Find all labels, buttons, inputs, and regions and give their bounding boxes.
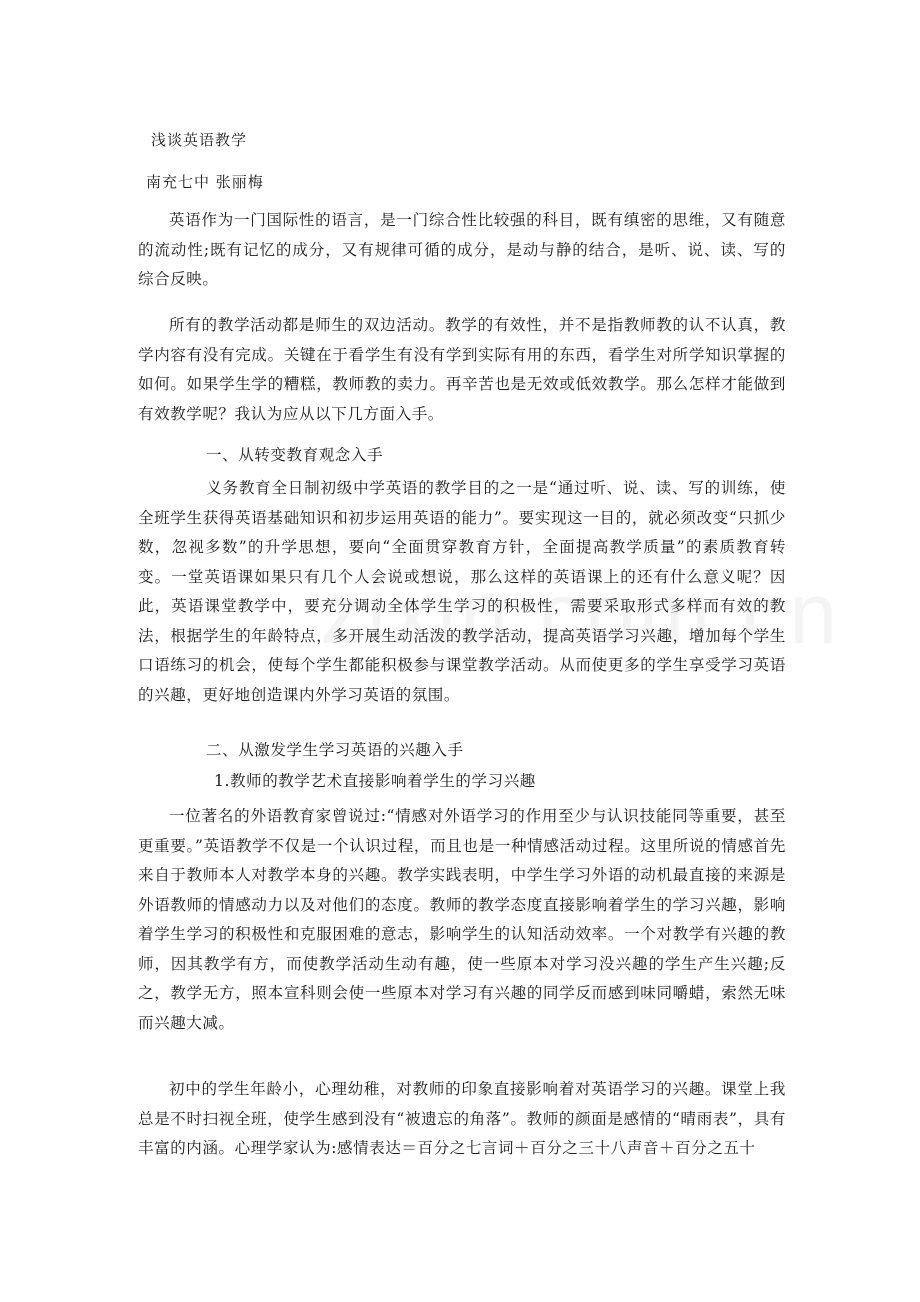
subsection-heading-1: 1.教师的教学艺术直接影响着学生的学习兴趣 [214,772,536,790]
paragraph-section-1: 义务教育全日制初级中学英语的教学目的之一是“通过听、说、读、写的训练，使全班学生获得英语基础知识和初步运用英语的能力”。要实现这一目的，就必须改变“只抓少数，忽视多数”的升学思想，要向“全面贯穿教育方针，全面提高教学质量”的素质教育转变。一堂英语课如果只有几个人会说或想说，那么这样的英语课上的还有什么意义呢？因此，英语课堂教学中，要充分调动全体学生学习的积极性，需要采取形式多样而有效的教法，根据学生的年龄特点，多开展生动活泼的教学活动，提高英语学习兴趣，增加每个学生口语练习的机会，使每个学生都能积极参与课堂教学活动。从而使更多的学生享受学习英语的兴趣，更好地创造课内外学习英语的氛围。 [138,479,786,704]
paragraph-section-2-b: 初中的学生年龄小，心理幼稚，对教师的印象直接影响着对英语学习的兴趣。课堂上我总是不时扫视全班，使学生感到没有“被遗忘的角落”。教师的颜面是感情的“晴雨表”，具有丰富的内涵。心理学家认为:感情表达＝百分之七言词＋百分之三十八声音＋百分之五十 [138,1080,786,1157]
paragraph-effective-teaching: 所有的教学活动都是师生的双边活动。教学的有效性，并不是指教师教的认不认真，教学内容有没有完成。关键在于看学生有没有学到实际有用的东西，看学生对所学知识掌握的如何。如果学生学的糟糕，教师教的卖力。再辛苦也是无效或低效教学。那么怎样才能做到有效教学呢？我认为应从以下几方面入手。 [138,316,786,423]
document-author: 南充七中 张丽梅 [146,173,264,191]
paragraph-intro: 英语作为一门国际性的语言，是一门综合性比较强的科目，既有缜密的思维，又有随意的流动性;既有记忆的成分，又有规律可循的成分，是动与静的结合，是听、说、读、写的综合反映。 [138,211,786,288]
section-heading-2: 二、从激发学生学习英语的兴趣入手 [206,741,464,759]
document-title: 浅谈英语教学 [151,131,248,149]
section-heading-1: 一、从转变教育观念入手 [206,446,384,464]
paragraph-section-2-a: 一位著名的外语教育家曾说过:“情感对外语学习的作用至少与认识技能同等重要，甚至更重要。”英语教学不仅是一个认识过程，而且也是一种情感活动过程。这里所说的情感首先来自于教师本人对教学本身的兴趣。教学实践表明，中学生学习外语的动机最直接的来源是外语教师的情感动力以及对他们的态度。教师的教学态度直接影响着学生的学习兴趣，影响着学生学习的积极性和克服困难的意志，影响学生的认知活动效率。一个对教学有兴趣的教师，因其教学有方，而使教学活动生动有趣，使一些原本对学习没兴趣的学生产生兴趣;反之，教学无方，照本宣科则会使一些原本对学习有兴趣的同学反而感到味同嚼蜡，索然无味而兴趣大减。 [138,807,786,1032]
